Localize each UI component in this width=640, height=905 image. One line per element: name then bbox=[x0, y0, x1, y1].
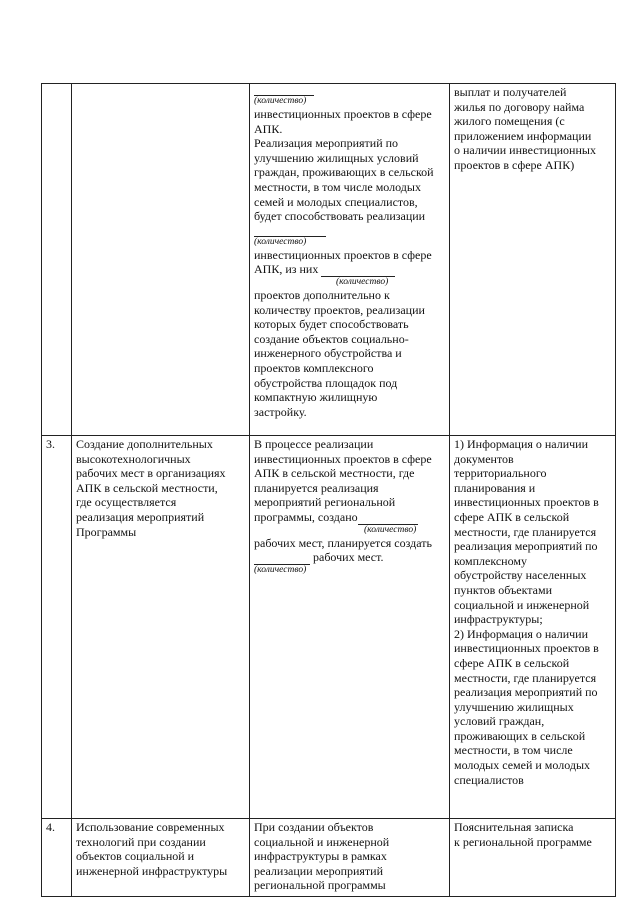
text-line: застройку. bbox=[254, 404, 307, 419]
text-line: молодых семей и молодых bbox=[454, 758, 591, 773]
indicator-cell bbox=[72, 84, 250, 436]
text-line: которых будет способствовать bbox=[254, 317, 409, 332]
source-cell bbox=[450, 84, 616, 436]
text-line bbox=[254, 262, 446, 277]
text-line: проектов дополнительно к bbox=[254, 287, 390, 302]
text-line: пунктов объектами bbox=[454, 582, 553, 597]
text-line: рабочих мест, планируется создать bbox=[254, 535, 432, 550]
text-line: планирования и bbox=[454, 480, 536, 495]
text-line: специалистов bbox=[454, 772, 524, 787]
text-line: Пояснительная записка bbox=[454, 820, 574, 834]
text-line: территориального bbox=[454, 466, 547, 481]
text-line: АПК в сельской местности, bbox=[76, 480, 218, 495]
text-line: реализация мероприятий по bbox=[454, 685, 598, 700]
text-line: жилья по договору найма bbox=[454, 99, 585, 114]
table-row bbox=[42, 436, 616, 819]
text-line: планируется реализация bbox=[254, 480, 379, 495]
text-line: жилого помещения (с bbox=[454, 114, 565, 129]
quantity-hint: (количество) bbox=[364, 524, 417, 535]
expected-result-cell bbox=[250, 819, 450, 897]
text-line: местности, в том числе молодых bbox=[254, 179, 421, 194]
blank-line bbox=[254, 85, 314, 96]
source-cell bbox=[450, 819, 616, 897]
text-line: В процессе реализации bbox=[254, 437, 374, 451]
blank-field bbox=[358, 512, 418, 525]
text-line: мероприятий региональной bbox=[254, 495, 396, 510]
blank-line bbox=[254, 224, 326, 237]
text-line: социальной и инженерной bbox=[454, 597, 590, 612]
quantity-hint: (количество) bbox=[254, 564, 307, 575]
source-cell bbox=[450, 436, 616, 819]
text-line: выплат и получателей bbox=[454, 85, 567, 99]
text-line: Использование современных bbox=[76, 820, 225, 834]
text-line: реализация мероприятий bbox=[76, 509, 205, 524]
text-line: к региональной программе bbox=[454, 834, 592, 849]
text-line: обустройства площадок под bbox=[254, 375, 398, 390]
text-line: инвестиционных проектов в сфере bbox=[254, 107, 432, 121]
text-line: о наличии инвестиционных bbox=[454, 143, 596, 158]
table-row bbox=[42, 819, 616, 897]
text-line: местности, в том числе bbox=[454, 743, 573, 758]
text-line: АПК в сельской местности, где bbox=[254, 466, 415, 481]
text-line: Создание дополнительных bbox=[76, 437, 213, 451]
text-line: приложением информации bbox=[454, 128, 592, 143]
text-line: создание объектов социально- bbox=[254, 331, 409, 346]
expected-result-cell bbox=[250, 84, 450, 436]
text-line: условий граждан, bbox=[454, 714, 545, 729]
blank-field bbox=[254, 552, 310, 565]
text-line: граждан, проживающих в сельской bbox=[254, 165, 434, 180]
text-line: рабочих мест в организациях bbox=[76, 466, 226, 481]
row-number: 3. bbox=[42, 436, 72, 819]
text-fragment: АПК, из них bbox=[254, 262, 319, 277]
expected-result-cell bbox=[250, 436, 450, 819]
text-line: где осуществляется bbox=[76, 495, 177, 510]
text-line: документов bbox=[454, 451, 514, 466]
text-line: комплексному bbox=[454, 553, 527, 568]
table-row bbox=[42, 84, 616, 436]
text-fragment: программы, создано bbox=[254, 509, 358, 524]
text-line: Программы bbox=[76, 524, 137, 539]
text-line: 1) Информация о наличии bbox=[454, 437, 589, 451]
text-line bbox=[254, 510, 446, 525]
text-line: проектов комплексного bbox=[254, 360, 374, 375]
row-number: 4. bbox=[42, 819, 72, 897]
text-line: инженерного обустройства и bbox=[254, 346, 402, 361]
text-line: АПК. bbox=[254, 121, 283, 136]
text-line: местности, где планируется bbox=[454, 524, 597, 539]
text-line: улучшению жилищных bbox=[454, 699, 574, 714]
text-line: объектов социальной и bbox=[76, 849, 195, 864]
row-number-cell bbox=[42, 84, 72, 436]
text-line: сфере АПК в сельской bbox=[454, 509, 570, 524]
text-line: местности, где планируется bbox=[454, 670, 597, 685]
text-line: будет способствовать реализации bbox=[254, 209, 426, 224]
text-line: инженерной инфраструктуры bbox=[76, 863, 228, 878]
text-line: инвестиционных проектов в bbox=[454, 641, 599, 656]
text-line: обустройству населенных bbox=[454, 568, 587, 583]
text-line: высокотехнологичных bbox=[76, 451, 191, 466]
text-line: инфраструктуры в рамках bbox=[254, 849, 387, 864]
indicator-cell bbox=[72, 819, 250, 897]
text-line: инвестиционных проектов в bbox=[454, 495, 599, 510]
text-line: реализации мероприятий bbox=[254, 863, 384, 878]
text-line: инвестиционных проектов в сфере bbox=[254, 451, 432, 466]
text-line bbox=[254, 550, 446, 565]
quantity-hint: (количество) bbox=[254, 236, 307, 247]
text-line: технологий при создании bbox=[76, 834, 206, 849]
text-line: сфере АПК в сельской bbox=[454, 655, 570, 670]
text-line: реализация мероприятий по bbox=[454, 539, 598, 554]
text-line: компактную жилищную bbox=[254, 390, 378, 405]
text-line: инвестиционных проектов в сфере bbox=[254, 247, 432, 262]
text-line: семей и молодых специалистов, bbox=[254, 194, 418, 209]
blank-field bbox=[321, 264, 395, 277]
text-line: количеству проектов, реализации bbox=[254, 302, 425, 317]
text-line: проживающих в сельской bbox=[454, 728, 586, 743]
text-line: 2) Информация о наличии bbox=[454, 626, 589, 641]
text-line: социальной и инженерной bbox=[254, 834, 390, 849]
text-line: региональной программы bbox=[254, 878, 386, 893]
program-table bbox=[41, 83, 616, 897]
text-line: Реализация мероприятий по bbox=[254, 136, 399, 151]
quantity-hint: (количество) bbox=[254, 96, 307, 106]
text-line: инфраструктуры; bbox=[454, 612, 543, 627]
text-line: улучшению жилищных условий bbox=[254, 150, 419, 165]
text-fragment: рабочих мест. bbox=[313, 550, 384, 565]
quantity-hint: (количество) bbox=[336, 276, 389, 287]
indicator-cell bbox=[72, 436, 250, 819]
text-line: проектов в сфере АПК) bbox=[454, 157, 575, 172]
text-line: При создании объектов bbox=[254, 820, 374, 834]
